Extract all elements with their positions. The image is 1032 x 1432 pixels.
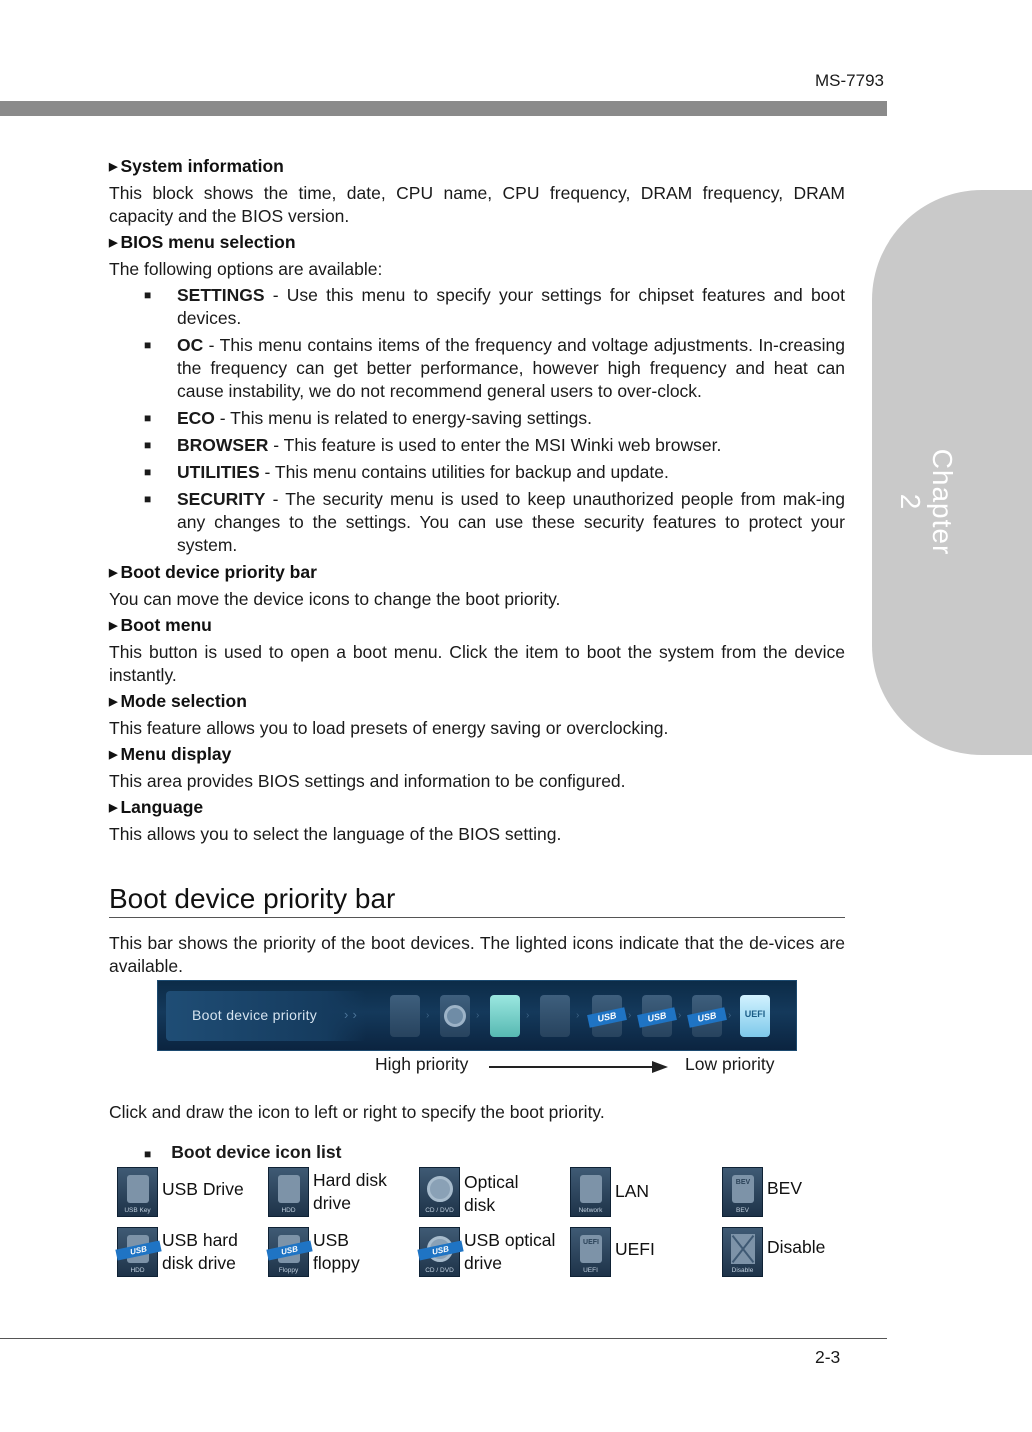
chevron-icon: › [476, 1010, 480, 1021]
list-item: ■ SETTINGS - Use this menu to specify your settings for chipset features and boot devices. [144, 285, 845, 328]
bullet-icon: ■ [144, 438, 152, 452]
usb-floppy-icon: USB [642, 995, 672, 1037]
usb-floppy-icon: USB Floppy [268, 1227, 309, 1277]
usb-optical-icon: USB CD / DVD [419, 1227, 460, 1277]
optical-disc-icon: CD / DVD [419, 1167, 460, 1217]
list-item: ■ UTILITIES - This menu contains utilities for backup and update. [144, 462, 669, 482]
icon-usb-optical-drive: USB CD / DVD USB optical drive [419, 1227, 571, 1279]
bullet-icon: ■ [144, 288, 152, 302]
usb-hdd-icon: USB [592, 995, 622, 1037]
paragraph-boot-menu: This button is used to open a boot menu. Click the item to boot the system from the device instantly. [109, 642, 845, 685]
arrow-head-icon [652, 1061, 668, 1073]
icon-bev: BEV BEV BEV [722, 1167, 874, 1219]
bullet-icon: ■ [144, 492, 152, 506]
boot-priority-bar-screenshot [157, 980, 797, 1051]
list-item: ■ SECURITY - The security menu is used to keep unauthorized people from mak-ing any changes to the settings. You can use these security features to protect your system. [144, 489, 845, 555]
disable-icon: Disable [722, 1227, 763, 1277]
icon-hard-disk-drive: HDD Hard disk drive [268, 1167, 420, 1219]
high-priority-label: High priority [375, 1054, 469, 1074]
subheading-boot-menu: ▶ Boot menu [109, 615, 212, 635]
subheading-menu-display: ▶ Menu display [109, 744, 232, 764]
chevron-icon: › [526, 1010, 530, 1021]
triangle-icon: ▶ [109, 161, 118, 173]
optical-disc-icon [440, 995, 470, 1037]
triangle-icon: ▶ [109, 237, 118, 249]
icon-usb-hard-disk-drive: USB HDD USB hard disk drive [117, 1227, 269, 1279]
subheading-boot-device-priority-bar: ▶ Boot device priority bar [109, 562, 317, 582]
hdd-icon: HDD [268, 1167, 309, 1217]
triangle-icon: ▶ [109, 802, 118, 814]
icon-disable: Disable Disable [722, 1227, 874, 1279]
list-item: ■ ECO - This menu is related to energy-saving settings. [144, 408, 593, 428]
chapter-label: Chapter 2 [895, 448, 958, 556]
chevron-icon: › [628, 1010, 632, 1021]
double-chevron-icon: › › [344, 1007, 358, 1022]
hdd-icon [390, 995, 420, 1037]
icon-lan: Network LAN [570, 1167, 722, 1219]
bullet-icon: ■ [144, 338, 152, 352]
chevron-icon: › [576, 1010, 580, 1021]
footer-rule [0, 1338, 887, 1339]
triangle-icon: ▶ [109, 696, 118, 708]
uefi-icon: UEFI [740, 995, 770, 1037]
paragraph-bios-menu-intro: The following options are available: [109, 259, 383, 279]
page-number: 2-3 [815, 1347, 841, 1367]
boot-priority-label: Boot device priority › › [166, 991, 366, 1041]
drag-instruction: Click and draw the icon to left or right to specify the boot priority. [109, 1102, 605, 1122]
icon-usb-floppy: USB Floppy USB floppy [268, 1227, 420, 1279]
usb-optical-icon: USB [692, 995, 722, 1037]
bios-options-list [109, 284, 845, 557]
usb-hdd-icon: USB HDD [117, 1227, 158, 1277]
icon-usb-drive: USB Key USB Drive [117, 1167, 269, 1219]
model-number: MS-7793 [815, 71, 884, 90]
triangle-icon: ▶ [109, 620, 118, 632]
main-content [109, 152, 845, 846]
boot-bar-intro: This bar shows the priority of the boot devices. The lighted icons indicate that the de-vices are available. [109, 933, 845, 976]
usb-key-icon [490, 995, 520, 1037]
paragraph-language: This allows you to select the language of the BIOS setting. [109, 824, 562, 844]
bullet-icon: ■ [144, 1147, 152, 1161]
low-priority-label: Low priority [685, 1054, 775, 1074]
chevron-icon: › [728, 1010, 732, 1021]
subheading-bios-menu-selection: ▶ BIOS menu selection [109, 232, 296, 252]
network-icon [540, 995, 570, 1037]
list-item: ■ BROWSER - This feature is used to enter the MSI Winki web browser. [144, 435, 722, 455]
network-icon: Network [570, 1167, 611, 1217]
subheading-system-information: ▶ System information [109, 156, 284, 176]
priority-arrow [489, 1066, 655, 1068]
icon-uefi: UEFI UEFI UEFI [570, 1227, 722, 1279]
section-heading: Boot device priority bar [109, 883, 845, 918]
bullet-icon: ■ [144, 465, 152, 479]
bullet-icon: ■ [144, 411, 152, 425]
paragraph-menu-display: This area provides BIOS settings and information to be configured. [109, 771, 626, 791]
usb-key-icon: USB Key [117, 1167, 158, 1217]
paragraph-system-information: This block shows the time, date, CPU name, CPU frequency, DRAM frequency, DRAM capacity and the BIOS version. [109, 183, 845, 226]
uefi-icon: UEFI UEFI [570, 1227, 611, 1277]
list-item: ■ OC - This menu contains items of the frequency and voltage adjustments. In-creasing the frequency can get better performance, however high frequency and heat can cause instability, we do not recommend general users to over-clock. [144, 335, 845, 401]
header-bar [0, 101, 887, 116]
chevron-icon: › [426, 1010, 430, 1021]
triangle-icon: ▶ [109, 567, 118, 579]
chevron-icon: › [678, 1010, 682, 1021]
icon-optical-disk: CD / DVD Optical disk [419, 1167, 571, 1219]
paragraph-boot-bar: You can move the device icons to change the boot priority. [109, 589, 561, 609]
subheading-language: ▶ Language [109, 797, 204, 817]
triangle-icon: ▶ [109, 749, 118, 761]
icon-list-title: ■ Boot device icon list [144, 1142, 342, 1162]
bev-icon: BEV BEV [722, 1167, 763, 1217]
paragraph-mode-selection: This feature allows you to load presets of energy saving or overclocking. [109, 718, 669, 738]
subheading-mode-selection: ▶ Mode selection [109, 691, 247, 711]
